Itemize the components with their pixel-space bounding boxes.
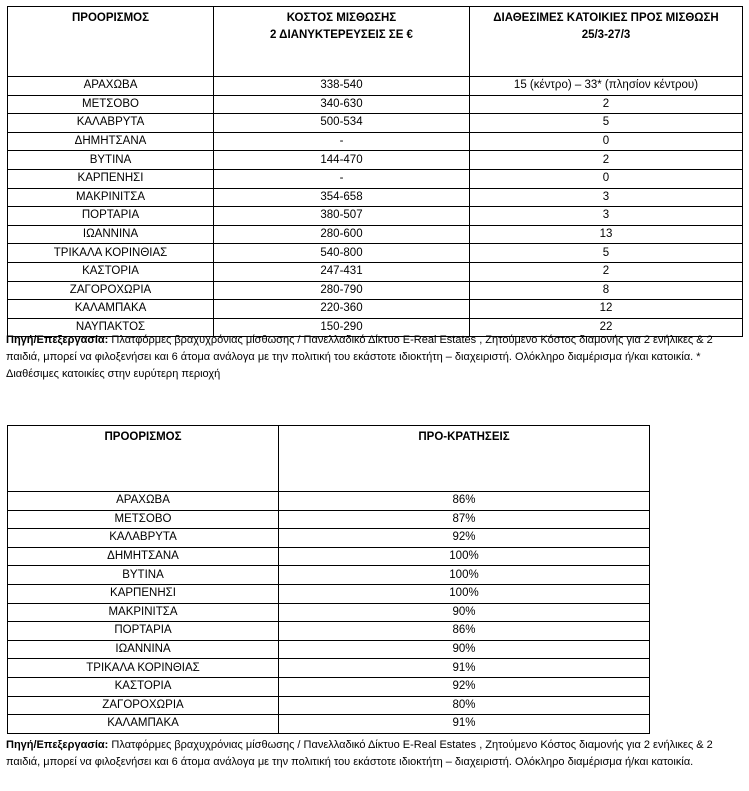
table-cell: 2 [470, 262, 743, 281]
table-cell: 90% [279, 640, 650, 659]
table-row [8, 151, 743, 170]
table-row [8, 510, 650, 529]
table-row [8, 492, 650, 511]
table-cell: ΔΗΜΗΤΣΑΝΑ [8, 547, 279, 566]
table-cell: 338-540 [214, 77, 470, 96]
table-cell: 0 [470, 132, 743, 151]
source-note [6, 737, 741, 771]
table-row [8, 281, 743, 300]
table-cell: ΝΑΥΠΑΚΤΟΣ [8, 318, 214, 337]
table-row [8, 715, 650, 734]
table-row [8, 622, 650, 641]
table-cell: 540-800 [214, 244, 470, 263]
table-row [8, 677, 650, 696]
source-note [6, 332, 741, 383]
table-row [8, 640, 650, 659]
table-cell: 92% [279, 529, 650, 548]
table-row [8, 244, 743, 263]
table-cell: 8 [470, 281, 743, 300]
table-cell: 86% [279, 492, 650, 511]
table-row [8, 696, 650, 715]
table-header-row [8, 7, 743, 77]
pre-bookings-table [7, 425, 650, 734]
table-cell: 92% [279, 677, 650, 696]
table-cell: ΑΡΑΧΩΒΑ [8, 77, 214, 96]
table-cell: ΠΟΡΤΑΡΙΑ [8, 622, 279, 641]
header-available-homes: ΔΙΑΘΕΣΙΜΕΣ ΚΑΤΟΙΚΙΕΣ ΠΡΟΣ ΜΙΣΘΩΣΗ 25/3-27/3 [470, 7, 743, 77]
table-cell: 354-658 [214, 188, 470, 207]
source-label: Πηγή/Επεξεργασία: [6, 739, 109, 751]
table-cell: ΜΑΚΡΙΝΙΤΣΑ [8, 603, 279, 622]
source-text: Πλατφόρμες βραχυχρόνιας μίσθωσης / Πανελλαδικό Δίκτυο E-Real Estates , Ζητούμενο Κόστος διαμονής για 2 ενήλικες & 2 παιδιά, μπορεί να φιλοξενήσει και 6 άτομα ανάλογα με την πολιτική του εκάστοτε ιδιοκτήτη – διαχειριστή. Ολόκληρο διαμέρισμα ή/και κατοικία. [6, 739, 713, 768]
header-pre-bookings: ΠΡΟ-ΚΡΑΤΗΣΕΙΣ [279, 426, 650, 492]
table-cell: 5 [470, 114, 743, 133]
table-cell: ΜΕΤΣΟΒΟ [8, 510, 279, 529]
table-row [8, 207, 743, 226]
table-cell: 91% [279, 659, 650, 678]
table-header-row [8, 426, 650, 492]
table-cell: ΚΑΛΑΒΡΥΤΑ [8, 114, 214, 133]
table-cell: ΒΥΤΙΝΑ [8, 151, 214, 170]
table-cell: - [214, 132, 470, 151]
table-cell: ΔΗΜΗΤΣΑΝΑ [8, 132, 214, 151]
table-cell: ΤΡΙΚΑΛΑ ΚΟΡΙΝΘΙΑΣ [8, 659, 279, 678]
source-text: Πλατφόρμες βραχυχρόνιας μίσθωσης / Πανελλαδικό Δίκτυο E-Real Estates , Ζητούμενο Κόστος διαμονής για 2 ενήλικες & 2 παιδιά, μπορεί να φιλοξενήσει και 6 άτομα ανάλογα με την πολιτική του εκάστοτε ιδιοκτήτη – διαχειριστή. Ολόκληρο διαμέρισμα ή/και κατοικία. * Διαθέσιμες κατοικίες στην ευρύτερη περιοχή [6, 334, 713, 380]
table-cell: ΖΑΓΟΡΟΧΩΡΙΑ [8, 696, 279, 715]
table-cell: ΚΑΡΠΕΝΗΣΙ [8, 584, 279, 603]
header-destination: ΠΡΟΟΡΙΣΜΟΣ [8, 426, 279, 492]
table-row [8, 584, 650, 603]
table-row [8, 77, 743, 96]
table-cell: ΚΑΛΑΜΠΑΚΑ [8, 300, 214, 319]
table-cell: 12 [470, 300, 743, 319]
table-cell: ΙΩΑΝΝΙΝΑ [8, 225, 214, 244]
table-cell: 2 [470, 95, 743, 114]
table-cell: ΚΑΡΠΕΝΗΣΙ [8, 169, 214, 188]
header-rental-cost: ΚΟΣΤΟΣ ΜΙΣΘΩΣΗΣ 2 ΔΙΑΝΥΚΤΕΡΕΥΣΕΙΣ ΣΕ € [214, 7, 470, 77]
table-row [8, 603, 650, 622]
table-row [8, 95, 743, 114]
table-cell: 144-470 [214, 151, 470, 170]
table-cell: 22 [470, 318, 743, 337]
source-label: Πηγή/Επεξεργασία: [6, 334, 109, 346]
table-row [8, 300, 743, 319]
table-cell: 340-630 [214, 95, 470, 114]
table-cell: 280-790 [214, 281, 470, 300]
table-row [8, 225, 743, 244]
table-row [8, 547, 650, 566]
table-cell: 2 [470, 151, 743, 170]
table-cell: 247-431 [214, 262, 470, 281]
table-cell: 3 [470, 188, 743, 207]
table-row [8, 132, 743, 151]
table-cell: ΚΑΣΤΟΡΙΑ [8, 677, 279, 696]
table-cell: 0 [470, 169, 743, 188]
table-cell: ΑΡΑΧΩΒΑ [8, 492, 279, 511]
table-cell: 280-600 [214, 225, 470, 244]
header-destination: ΠΡΟΟΡΙΣΜΟΣ [8, 7, 214, 77]
table-cell: ΖΑΓΟΡΟΧΩΡΙΑ [8, 281, 214, 300]
table-cell: 500-534 [214, 114, 470, 133]
table-row [8, 659, 650, 678]
table-cell: 150-290 [214, 318, 470, 337]
table-cell: 80% [279, 696, 650, 715]
table-row [8, 529, 650, 548]
table-cell: 86% [279, 622, 650, 641]
table-row [8, 188, 743, 207]
table-cell: ΒΥΤΙΝΑ [8, 566, 279, 585]
table-cell: ΜΕΤΣΟΒΟ [8, 95, 214, 114]
table-cell: ΚΑΛΑΜΠΑΚΑ [8, 715, 279, 734]
table-cell: 220-360 [214, 300, 470, 319]
table-row [8, 169, 743, 188]
table-row [8, 566, 650, 585]
table-cell: ΤΡΙΚΑΛΑ ΚΟΡΙΝΘΙΑΣ [8, 244, 214, 263]
table-cell: 91% [279, 715, 650, 734]
table-cell: 87% [279, 510, 650, 529]
table-row [8, 262, 743, 281]
table-cell: 5 [470, 244, 743, 263]
table-cell: ΙΩΑΝΝΙΝΑ [8, 640, 279, 659]
table-cell: 380-507 [214, 207, 470, 226]
table-cell: 15 (κέντρο) – 33* (πλησίον κέντρου) [470, 77, 743, 96]
rental-cost-table [7, 6, 743, 337]
table-row [8, 114, 743, 133]
table-cell: ΚΑΣΤΟΡΙΑ [8, 262, 214, 281]
table-cell: 13 [470, 225, 743, 244]
table-cell: 90% [279, 603, 650, 622]
table-cell: ΜΑΚΡΙΝΙΤΣΑ [8, 188, 214, 207]
table-cell: 100% [279, 584, 650, 603]
table-cell: 100% [279, 547, 650, 566]
table-cell: 3 [470, 207, 743, 226]
table-cell: 100% [279, 566, 650, 585]
table-cell: - [214, 169, 470, 188]
table-cell: ΚΑΛΑΒΡΥΤΑ [8, 529, 279, 548]
table-cell: ΠΟΡΤΑΡΙΑ [8, 207, 214, 226]
